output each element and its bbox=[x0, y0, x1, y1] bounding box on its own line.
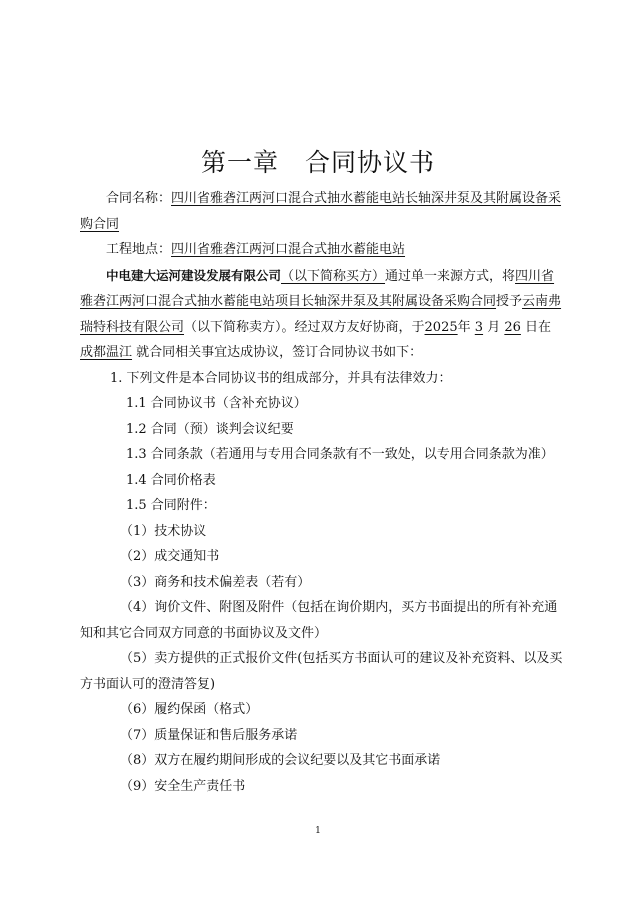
attachment-1: （1）技术协议 bbox=[120, 523, 207, 539]
sign-day: 26 bbox=[504, 319, 521, 335]
sign-place: 成都温江 bbox=[80, 345, 133, 360]
seller-name: 云南弗瑞特科技有限公司 bbox=[80, 294, 562, 335]
contract-name-value: 四川省雅砻江两河口混合式抽水蓄能电站长轴深井泵及其附属设备采购合同 bbox=[80, 191, 562, 232]
attachment-9: （9）安全生产责任书 bbox=[120, 778, 246, 794]
contract-name-label: 合同名称： bbox=[106, 191, 172, 206]
attachment-7: （7）质量保证和售后服务承诺 bbox=[120, 727, 298, 743]
sign-month: 3 bbox=[474, 319, 484, 335]
item-1: 1. 下列文件是本合同协议书的组成部分，并具有法律效力： bbox=[110, 370, 452, 386]
page-number: 1 bbox=[315, 826, 321, 836]
subitem-1-1: 1.1 合同协议书（含补充协议） bbox=[126, 396, 307, 411]
project-location-paragraph bbox=[80, 237, 566, 263]
page-title: 第一章 合同协议书 bbox=[200, 148, 435, 177]
attachment-6: （6）履约保函（格式） bbox=[120, 702, 259, 717]
intro-text-1: 通过单一来源方式，将 bbox=[385, 268, 516, 284]
intro-text-4: 年 bbox=[457, 319, 471, 335]
sign-year: 2025 bbox=[424, 319, 458, 335]
buyer-name: 中电建大运河建设发展有限公司 bbox=[106, 267, 282, 283]
intro-text-3: （以下简称卖方）。经过双方友好协商，于 bbox=[184, 319, 425, 335]
attachment-8: （8）双方在履约期间形成的会议纪要以及其它书面承诺 bbox=[120, 753, 441, 768]
project-location-value: 四川省雅砻江两河口混合式抽水蓄能电站 bbox=[171, 242, 406, 257]
intro-text-7: 就合同相关事宜达成协议，签订合同协议书如下： bbox=[136, 345, 423, 360]
attachment-4: （4）询价文件、附图及附件（包括在询价期内，买方书面提出的所有补充通知和其它合同双方同意的书面协议及文件） bbox=[80, 600, 558, 641]
attachment-3: （3）商务和技术偏差表（若有） bbox=[120, 574, 311, 590]
intro-paragraph bbox=[80, 263, 566, 366]
intro-text-2: 授予 bbox=[496, 294, 523, 309]
project-location-label: 工程地点： bbox=[106, 242, 172, 257]
attachment-5: （5）卖方提供的正式报价文件(包括买方书面认可的建议及补充资料、以及买方书面认可的澄清答复) bbox=[80, 651, 563, 692]
buyer-short-name: （以下简称买方） bbox=[281, 268, 386, 284]
document-body bbox=[80, 186, 566, 799]
subitem-1-3: 1.3 合同条款（若通用与专用合同条款有不一致处，以专用合同条款为准） bbox=[126, 447, 554, 462]
contract-reference: 四川省雅砻江两河口混合式抽水蓄能电站项目长轴深井泵及其附属设备采购合同 bbox=[80, 268, 555, 309]
subitem-1-2: 1.2 合同（预）谈判会议纪要 bbox=[126, 421, 294, 437]
attachment-2: （2）成交通知书 bbox=[120, 549, 220, 564]
intro-text-6: 日在 bbox=[525, 319, 552, 335]
subitem-1-4: 1.4 合同价格表 bbox=[126, 472, 216, 488]
intro-text-5: 月 bbox=[487, 319, 501, 335]
contract-name-paragraph bbox=[80, 186, 566, 237]
subitem-1-5: 1.5 合同附件： bbox=[126, 498, 216, 513]
